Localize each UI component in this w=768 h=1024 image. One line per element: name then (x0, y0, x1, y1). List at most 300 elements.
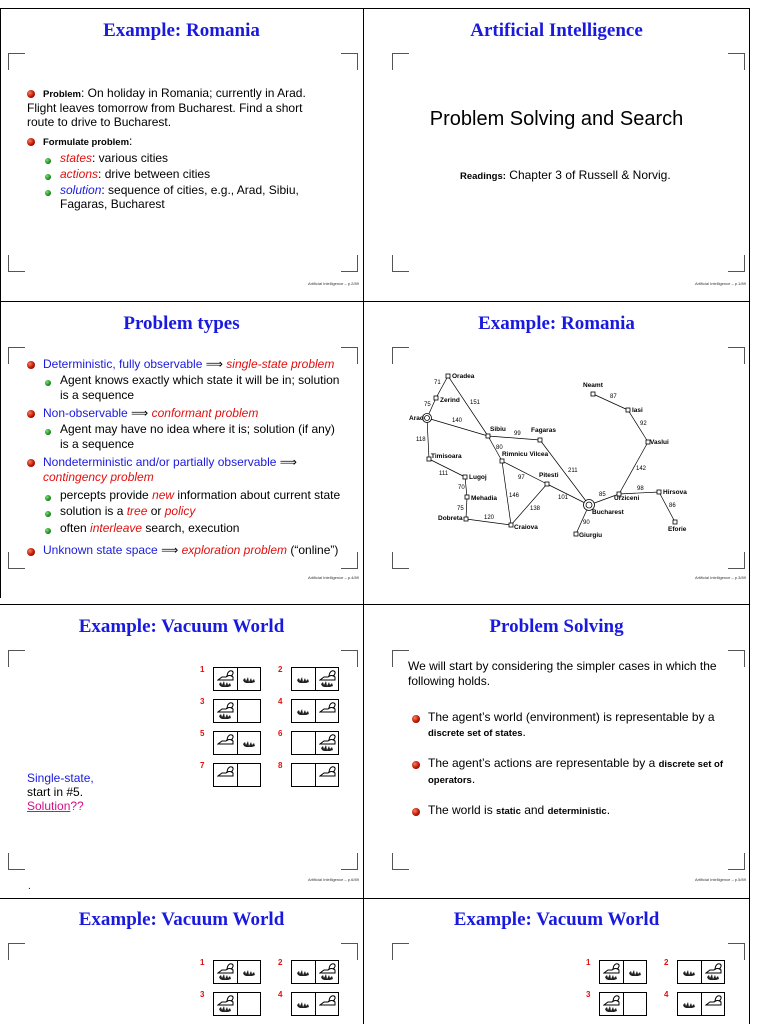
city-node-bucharest-inner (586, 502, 592, 508)
vacuum-state-4 (291, 992, 339, 1016)
problem-line-1 (43, 86, 306, 102)
slide-footer: Artificial Intelligence – p.3/89 (695, 575, 746, 580)
city-label: Bucharest (592, 509, 624, 516)
slide-footer: Artificial Intelligence – p.6/89 (308, 877, 359, 882)
cell-right (238, 961, 261, 983)
cell-left (600, 993, 623, 1015)
cell-right (624, 993, 647, 1015)
dirt-icon (682, 1001, 696, 1009)
dirt-icon (242, 740, 256, 748)
frame-corner (728, 255, 745, 272)
frame-corner (341, 53, 358, 70)
dirt-icon (218, 1005, 232, 1013)
type-1-name: Deterministic, fully observable (43, 357, 203, 371)
type-3-result: contingency problem (43, 470, 154, 484)
state-number: 5 (200, 729, 205, 738)
distance-label: 71 (434, 380, 441, 386)
type-1-desc-line-1: Agent knows exactly which state it will be in; solution (60, 373, 340, 387)
type-1-result: single-state problem (226, 357, 335, 371)
vacuum-state-7 (213, 763, 261, 787)
start-label: start in #5. (27, 785, 84, 799)
city-label: Iasi (632, 407, 643, 414)
frame-corner (728, 53, 745, 70)
cell-right (316, 700, 339, 722)
distance-label: 142 (636, 466, 647, 472)
frame-corner (8, 650, 25, 667)
cell-left (214, 700, 237, 722)
type-3-name: Nondeterministic and/or partially observable (43, 455, 277, 469)
bullet-icon (27, 410, 35, 418)
vacuum-state-4 (677, 992, 725, 1016)
vacuum-state-5 (213, 731, 261, 755)
dirt-icon (218, 712, 232, 720)
solution-text: : sequence of cities, e.g., Arad, Sibiu, (101, 183, 299, 197)
type-3-desc-2 (60, 504, 195, 519)
slide-vacuum-world-2 (0, 899, 363, 1024)
colon: : (129, 134, 133, 148)
city-node-eforie (673, 520, 677, 524)
condition-3-emph: static (496, 806, 521, 817)
cell-right (316, 732, 339, 754)
state-number: 2 (278, 958, 283, 967)
frame-corner (392, 853, 409, 870)
vacuum-state-2 (677, 960, 725, 984)
frame-corner (728, 943, 745, 960)
type-1 (43, 357, 334, 372)
dirt-icon (604, 973, 618, 981)
city-label: Eforie (668, 526, 687, 533)
condition-2-text: The agent’s actions are representable by a (428, 756, 659, 770)
condition-2-emph: discrete set of (658, 759, 724, 770)
city-label: Mehadia (471, 495, 498, 502)
sub-bullet-icon (45, 190, 51, 196)
type-4-result: exploration problem (181, 543, 288, 557)
implies-arrow: ⟹ (157, 543, 182, 557)
frame-corner (392, 255, 409, 272)
city-node-oradea (446, 374, 450, 378)
cell-right (238, 993, 261, 1015)
vacuum-robot-icon (319, 765, 337, 777)
city-label: Urziceni (614, 495, 640, 502)
slide-footer: Artificial Intelligence – p.2/89 (308, 281, 359, 286)
state-number: 1 (200, 665, 205, 674)
distance-label: 111 (439, 471, 449, 477)
condition-1-text: The agent’s world (environment) is representable by a (428, 710, 715, 724)
frame-corner (8, 255, 25, 272)
frame-corner (8, 853, 25, 870)
readings-text: Chapter 3 of Russell & Norvig. (509, 168, 671, 182)
distance-label: 118 (416, 437, 426, 443)
type-3-desc-3 (60, 521, 239, 536)
text-emph: tree (126, 504, 148, 518)
vacuum-state-3 (213, 699, 261, 723)
distance-label: 101 (558, 495, 569, 501)
condition-3-text: The world is (428, 803, 497, 817)
problem-line-3: route to drive to Bucharest. (27, 115, 172, 129)
type-1-desc-line-2: is a sequence (60, 388, 135, 402)
solution-line-2: Fagaras, Bucharest (60, 197, 165, 211)
cell-right (624, 961, 647, 983)
cell-left (214, 993, 237, 1015)
state-number: 4 (278, 697, 283, 706)
vacuum-state-1 (213, 667, 261, 691)
frame-corner (341, 255, 358, 272)
roads (427, 376, 675, 534)
city-node-pitesti (545, 482, 549, 486)
frame-corner (341, 853, 358, 870)
frame-corner (341, 552, 358, 569)
text-emph: new (152, 488, 175, 502)
distance-label: 120 (484, 515, 495, 521)
vacuum-state-grid (200, 663, 340, 791)
vacuum-state-grid (586, 956, 726, 1024)
slide-title: Example: Vacuum World (78, 909, 285, 930)
text: often (60, 521, 91, 535)
type-2-desc-line-1: Agent may have no idea where it is; solution (if any) (60, 422, 335, 436)
actions-text: : drive between cities (98, 167, 211, 181)
state-number: 2 (278, 665, 283, 674)
condition-2 (428, 756, 723, 788)
dirt-icon (320, 680, 334, 688)
readings-label: Readings: (460, 171, 506, 182)
text: search, execution (142, 521, 240, 535)
state-number: 2 (664, 958, 669, 967)
problem-text: : On holiday in Romania; currently in Arad. (81, 86, 306, 100)
state-number: 8 (278, 761, 283, 770)
city-label: Lugoj (469, 474, 487, 481)
sub-bullet-icon (45, 380, 51, 386)
city-node-hirsova (657, 490, 661, 494)
bullet-icon (27, 90, 35, 98)
intro-text (408, 659, 717, 689)
sub-bullet-icon (45, 511, 51, 517)
text: information about current state (174, 488, 341, 502)
single-state-label: Single-state, (27, 771, 94, 785)
city-label: Neamt (583, 382, 603, 389)
frame-corner (8, 552, 25, 569)
implies-arrow: ⟹ (127, 406, 152, 420)
frame-corner (8, 53, 25, 70)
state-number: 7 (200, 761, 205, 770)
distance-label: 97 (518, 475, 525, 481)
vacuum-state-2 (291, 960, 339, 984)
city-node-giurgiu (574, 532, 578, 536)
states-term: states (60, 151, 93, 165)
type-2-result: conformant problem (151, 406, 259, 420)
cell-left (214, 668, 237, 690)
vacuum-state-8 (291, 763, 339, 787)
type-4-tail: (“online”) (287, 543, 339, 557)
road-mehadia-dobreta (466, 497, 467, 519)
condition-1 (428, 710, 715, 741)
cell-right (316, 993, 339, 1015)
slide-footer: Artificial Intelligence – p.4/89 (308, 575, 359, 580)
city-label: Fagaras (531, 427, 556, 434)
city-label: Arad (409, 415, 424, 422)
vacuum-robot-icon (217, 765, 235, 777)
type-2-desc-line-2: is a sequence (60, 437, 135, 451)
type-2 (43, 406, 258, 421)
slide-title: Example: Romania (478, 313, 635, 334)
city-node-mehadia (465, 495, 469, 499)
city-label: Timisoara (431, 453, 462, 460)
distance-label: 151 (470, 400, 481, 406)
slide-title: Example: Romania (103, 20, 260, 41)
bullet-icon (27, 361, 35, 369)
dirt-icon (296, 708, 310, 716)
distance-label: 86 (669, 503, 676, 509)
vacuum-robot-icon (705, 994, 723, 1006)
slide-title: Problem Solving (489, 616, 624, 637)
slide-problem-solving (364, 605, 749, 898)
state-number: 1 (200, 958, 205, 967)
type-2-name: Non-observable (43, 406, 128, 420)
readings-line (460, 168, 671, 184)
slide-footer: Artificial Intelligence – p.5/89 (695, 877, 746, 882)
city-label: Vaslui (650, 439, 669, 446)
dirt-icon (296, 969, 310, 977)
vacuum-robot-icon (319, 994, 337, 1006)
slide-romania-map (364, 302, 749, 604)
frame-corner (392, 943, 409, 960)
implies-arrow: ⟹ (276, 455, 297, 469)
distance-label: 138 (530, 506, 541, 512)
problem-label: Problem (43, 89, 82, 100)
distance-label: 85 (599, 492, 606, 498)
slide-vacuum-world-3 (364, 899, 749, 1024)
cell-left (678, 993, 701, 1015)
cell-left (214, 961, 237, 983)
page-border-right (749, 8, 750, 1024)
vacuum-state-1 (599, 960, 647, 984)
state-number: 6 (278, 729, 283, 738)
states-line (60, 151, 168, 166)
slide-title: Problem types (123, 313, 240, 334)
dirt-icon (242, 676, 256, 684)
cell-left (292, 700, 315, 722)
sub-bullet-icon (45, 174, 51, 180)
cell-left (214, 764, 237, 786)
type-4-name: Unknown state space (43, 543, 158, 557)
intro-line-1: We will start by considering the simpler cases in which the (408, 659, 717, 673)
slide-footer: Artificial Intelligence – p.1/89 (695, 281, 746, 286)
dirt-icon (604, 1005, 618, 1013)
city-node-zerind (434, 396, 438, 400)
state-number: 3 (200, 990, 205, 999)
page-dot: . (28, 881, 31, 892)
text: or (147, 504, 165, 518)
vacuum-state-4 (291, 699, 339, 723)
text-emph: interleave (90, 521, 143, 535)
city-label: Giurgiu (579, 532, 603, 539)
cell-left (292, 668, 315, 690)
romania-road-map (364, 302, 749, 604)
vacuum-state-6 (291, 731, 339, 755)
type-3 (43, 455, 297, 485)
cell-left (292, 764, 315, 786)
dirt-icon (706, 973, 720, 981)
city-label: Pitesti (539, 472, 559, 479)
city-label: Craiova (514, 524, 538, 531)
frame-corner (392, 53, 409, 70)
distance-label: 70 (458, 485, 465, 491)
formulate-label: Formulate problem (43, 137, 130, 148)
cell-right (316, 668, 339, 690)
dirt-icon (218, 973, 232, 981)
cell-right (316, 764, 339, 786)
city-node-fagaras (538, 438, 542, 442)
states-text: : various cities (92, 151, 169, 165)
intro-line-2: following holds. (408, 674, 491, 688)
sub-bullet-icon (45, 495, 51, 501)
cell-right (316, 961, 339, 983)
frame-corner (341, 650, 358, 667)
distance-label: 99 (514, 431, 521, 437)
actions-term: actions (60, 167, 99, 181)
dirt-icon (296, 1001, 310, 1009)
slide-title: Example: Vacuum World (78, 616, 285, 637)
frame-corner (728, 853, 745, 870)
distance-label: 75 (457, 506, 464, 512)
slide-vacuum-world (0, 605, 363, 898)
cell-right (238, 764, 261, 786)
condition-3-text: and (520, 803, 548, 817)
city-label: Dobreta (438, 515, 463, 522)
state-number: 4 (664, 990, 669, 999)
solution-prompt (27, 799, 84, 814)
type-3-desc-1 (60, 488, 340, 503)
cell-right (238, 700, 261, 722)
dirt-icon (320, 744, 334, 752)
vacuum-state-1 (213, 960, 261, 984)
text-emph: policy (164, 504, 196, 518)
bullet-icon (27, 548, 35, 556)
solution-line (60, 183, 299, 198)
road-oradea-sibiu (448, 376, 488, 436)
distance-label: 80 (496, 445, 503, 451)
cell-left (292, 732, 315, 754)
slide-title: Artificial Intelligence (470, 20, 643, 41)
implies-arrow: ⟹ (202, 357, 227, 371)
cell-left (292, 961, 315, 983)
frame-corner (392, 650, 409, 667)
period: . (606, 803, 611, 817)
frame-corner (341, 347, 358, 364)
dirt-icon (628, 969, 642, 977)
cell-left (678, 961, 701, 983)
city-node-craiova (509, 523, 513, 527)
actions-line (60, 167, 210, 182)
condition-3 (428, 803, 610, 819)
distance-label: 92 (640, 421, 647, 427)
frame-corner (8, 943, 25, 960)
distance-label: 211 (568, 468, 578, 474)
cell-right (238, 732, 261, 754)
heading: Problem Solving and Search (429, 108, 684, 130)
period: . (471, 772, 476, 786)
condition-2-emph: operators (428, 775, 472, 786)
road-arad-timisoara (427, 418, 429, 459)
vacuum-robot-icon (319, 701, 337, 713)
vacuum-state-3 (213, 992, 261, 1016)
city-node-dobreta (464, 517, 468, 521)
cell-right (702, 993, 725, 1015)
cell-left (214, 732, 237, 754)
road-urziceni-hirsova (619, 492, 659, 494)
cell-left (292, 993, 315, 1015)
type-4 (43, 543, 338, 558)
bullet-icon (412, 808, 420, 816)
distance-label: 75 (424, 402, 431, 408)
bullet-icon (412, 761, 420, 769)
vacuum-state-3 (599, 992, 647, 1016)
state-number: 3 (200, 697, 205, 706)
state-number: 4 (278, 990, 283, 999)
text: solution is a (60, 504, 127, 518)
solution-term: solution (60, 183, 102, 197)
bullet-icon (27, 459, 35, 467)
city-label: Hirsova (663, 489, 687, 496)
formulate-line (43, 134, 132, 150)
text: percepts provide (60, 488, 153, 502)
type-2-desc (60, 422, 335, 452)
distance-label: 98 (637, 486, 644, 492)
slide-ai-title (364, 9, 749, 301)
road-craiova-pitesti (511, 484, 547, 525)
distance-label: 140 (452, 418, 463, 424)
vacuum-state-2 (291, 667, 339, 691)
slide-romania-problem (0, 9, 363, 301)
city-node-iasi (626, 408, 630, 412)
sub-bullet-icon (45, 429, 51, 435)
solution-link[interactable]: Solution (27, 799, 71, 813)
distance-label: 90 (583, 520, 590, 526)
bullet-icon (412, 715, 420, 723)
city-node-rimnicu (500, 459, 504, 463)
slide-problem-types (0, 302, 363, 604)
dirt-icon (320, 973, 334, 981)
state-number: 3 (586, 990, 591, 999)
vacuum-state-grid (200, 956, 340, 1024)
city-label: Sibiu (490, 426, 506, 433)
period: . (522, 725, 526, 739)
city-node-arad-inner (425, 416, 430, 421)
city-node-sibiu (486, 434, 490, 438)
road-lugoj-mehadia (465, 477, 467, 497)
cell-right (702, 961, 725, 983)
city-label: Oradea (452, 373, 475, 380)
dirt-icon (218, 680, 232, 688)
city-node-neamt (591, 392, 595, 396)
state-number: 1 (586, 958, 591, 967)
dirt-icon (296, 676, 310, 684)
distance-label: 146 (509, 493, 520, 499)
frame-corner (8, 347, 25, 364)
cell-right (238, 668, 261, 690)
sub-bullet-icon (45, 528, 51, 534)
dirt-icon (242, 969, 256, 977)
city-label: Rimnicu Vilcea (502, 451, 549, 458)
question-marks: ?? (70, 799, 84, 813)
city-label: Zerind (440, 397, 460, 404)
sub-bullet-icon (45, 158, 51, 164)
distance-label: 87 (610, 394, 617, 400)
type-1-desc (60, 373, 339, 403)
city-node-lugoj (463, 475, 467, 479)
slide-title: Example: Vacuum World (453, 909, 660, 930)
cell-left (600, 961, 623, 983)
condition-3-emph: deterministic (547, 806, 607, 817)
